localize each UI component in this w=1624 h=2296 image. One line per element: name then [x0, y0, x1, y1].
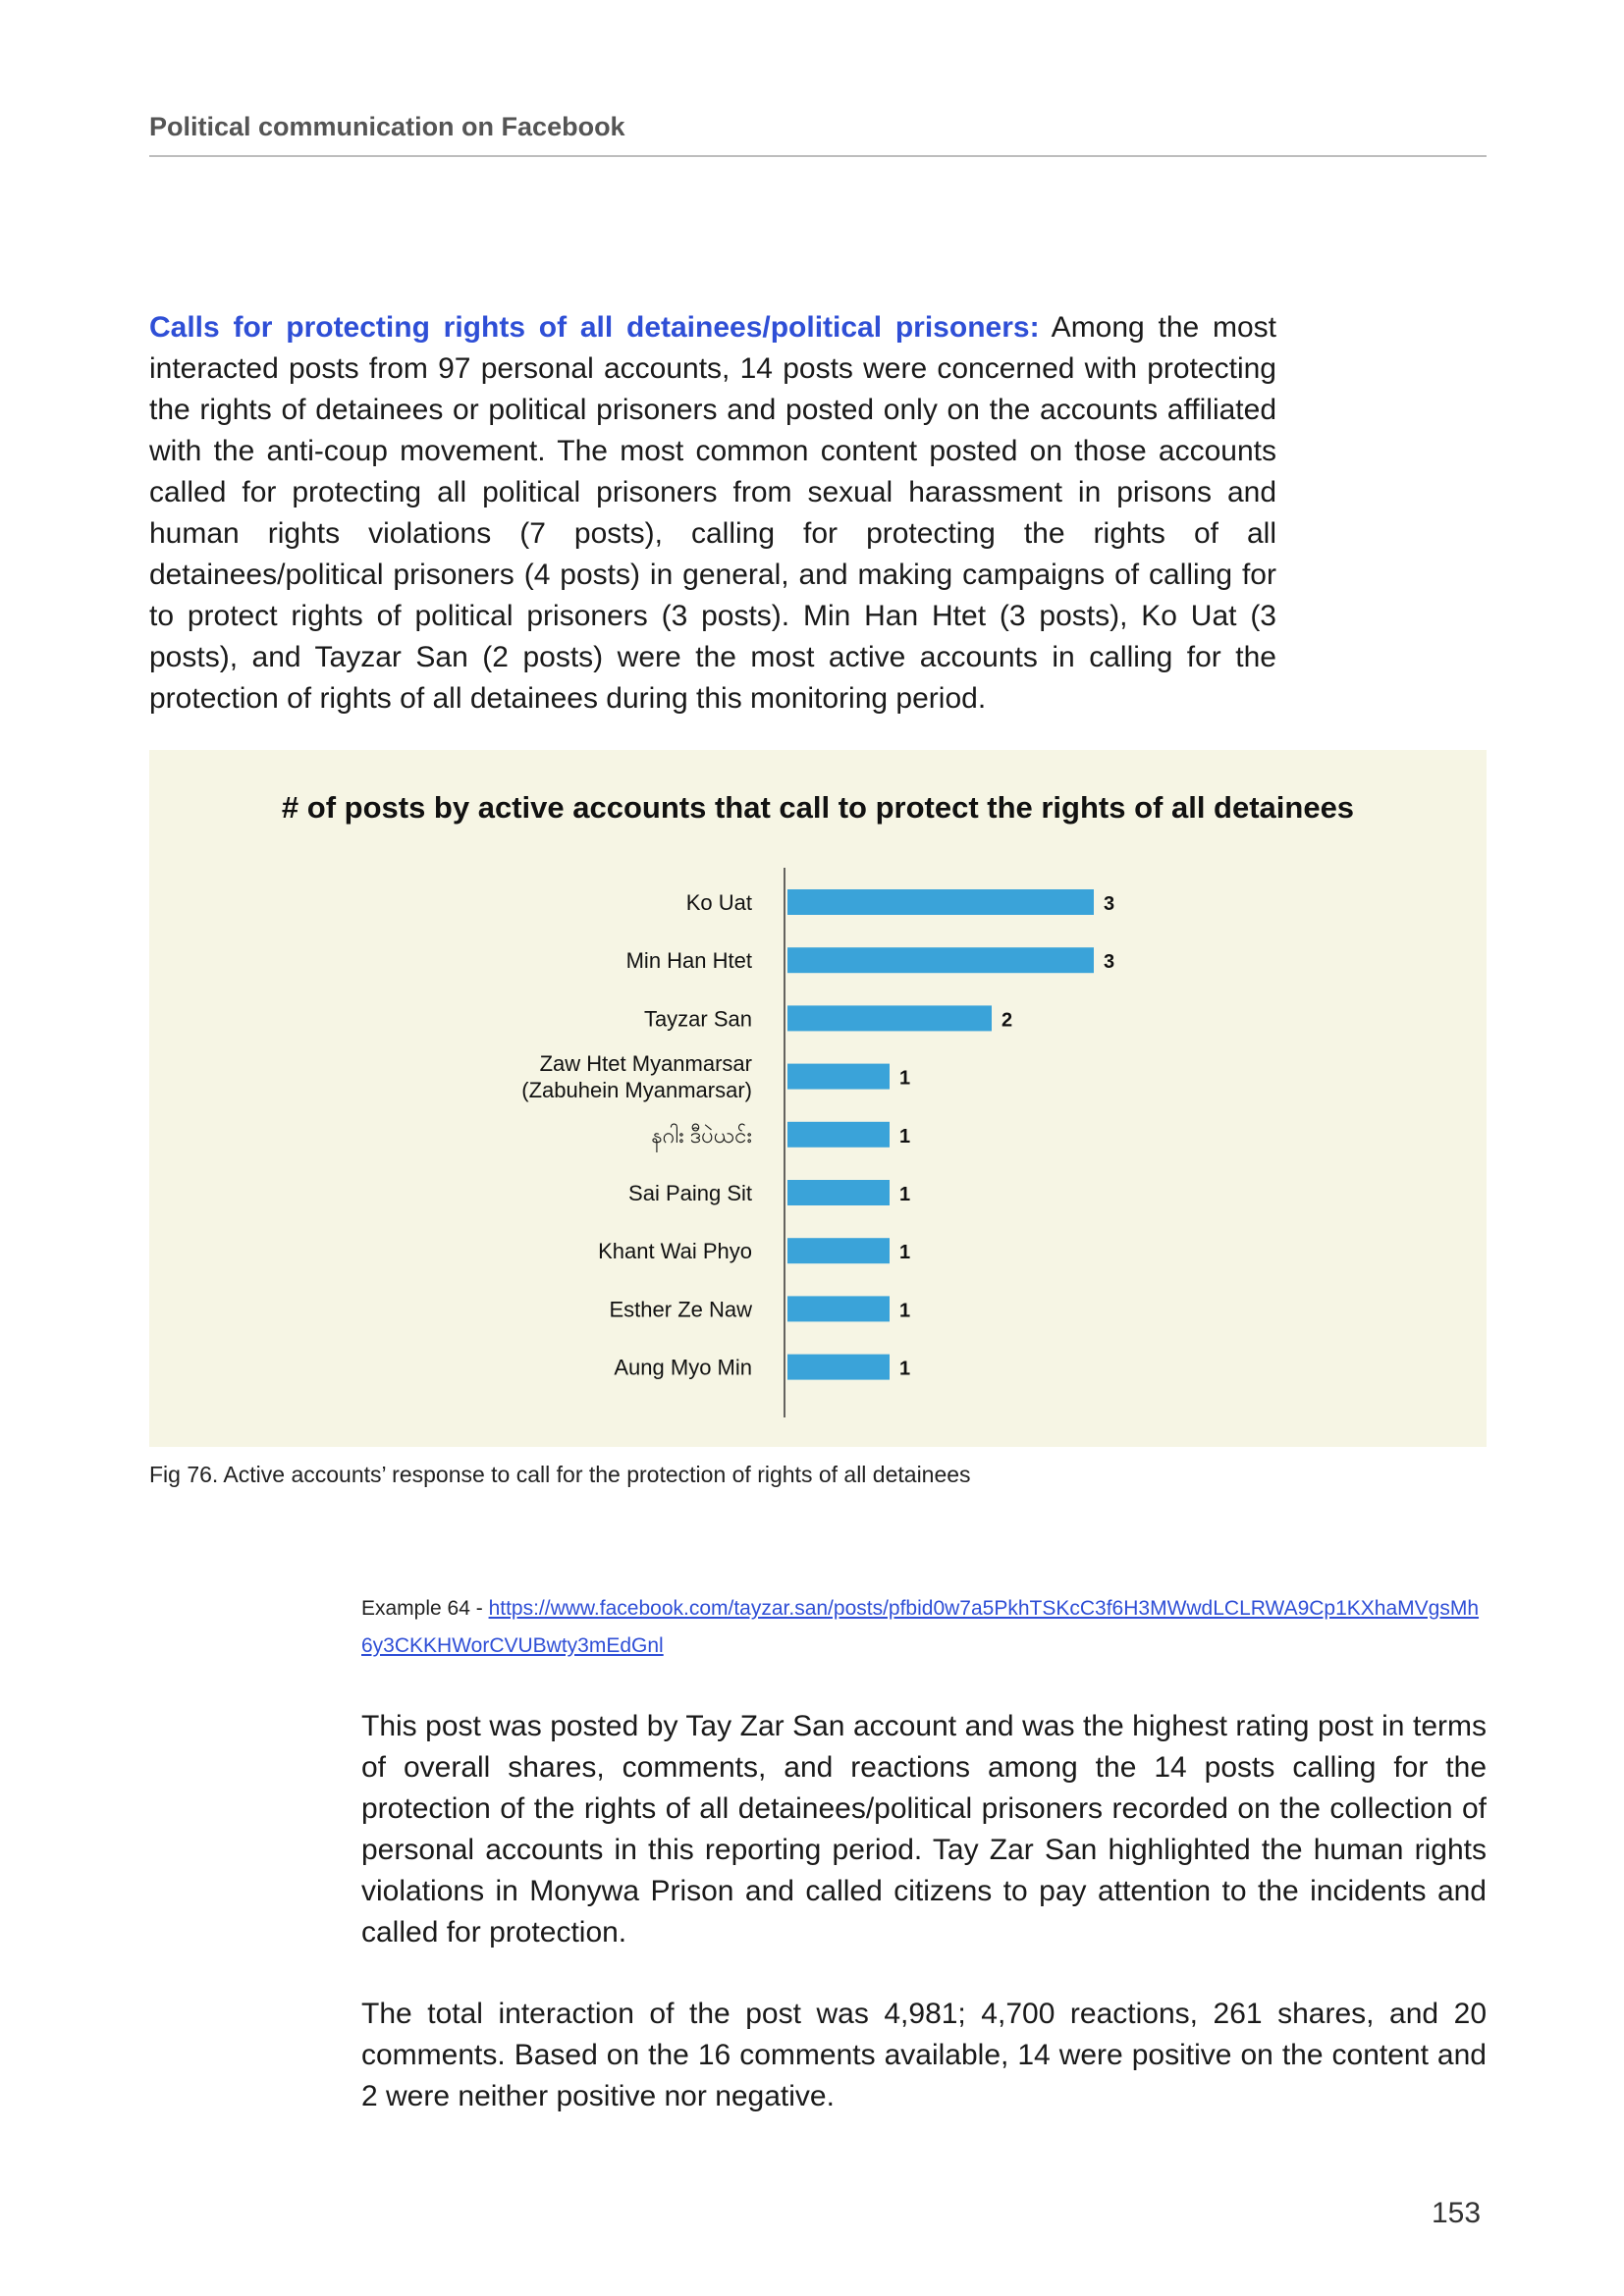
bar-value-label: 1	[899, 1125, 911, 1148]
bar-value-label: 1	[899, 1242, 911, 1264]
bar	[787, 1005, 992, 1031]
page-number: 153	[1432, 2197, 1482, 2229]
chart-panel	[149, 750, 1487, 1447]
header-divider	[149, 155, 1487, 157]
chart-title: # of posts by active accounts that call to protect the rights of all detainees	[281, 790, 1355, 825]
category-label: Esther Ze Naw	[609, 1297, 752, 1322]
interaction-summary-paragraph: The total interaction of the post was 4,981; 4,700 reactions, 261 shares, and 20 comments. Based on the 16 comments available, 14 were positive on the content and 2 were neither positive nor negative.	[361, 1998, 1487, 2112]
bar	[787, 1296, 890, 1321]
category-label: Sai Paing Sit	[628, 1181, 752, 1205]
bar-value-label: 3	[1104, 893, 1115, 915]
example-link[interactable]: https://www.facebook.com/tayzar.san/posts/pfbid0w7a5PkhTSKcC3f6H3MWwdLCLRWA9Cp1KXhaMVgsMh6y3CKKHWorCVUBwty3mEdGnl	[361, 1597, 1480, 1657]
intro-body: Among the most interacted posts from 97 personal accounts, 14 posts were concerned with protecting the rights of detainees or political prisoners and posted only on the accounts affiliated with the anti-coup movement. The most common content posted on those accounts called for protecting all political prisoners from sexual harassment in prisons and human rights violations (7 posts), calling for protecting the rights of all detainees/political prisoners (4 posts) in general, and making campaigns of calling for to protect rights of political prisoners (3 posts). Min Han Htet (3 posts), Ko Uat (3 posts), and Tayzar San (2 posts) were the most active accounts in calling for the protection of rights of all detainees during this monitoring period.	[149, 311, 1276, 715]
bar-value-label: 3	[1104, 951, 1115, 974]
bar-value-label: 1	[899, 1184, 911, 1205]
category-label: Ko Uat	[685, 890, 752, 915]
example-reference	[361, 1590, 1487, 1665]
example-label: Example 64 -	[361, 1597, 489, 1620]
figure-caption: Fig 76. Active accounts’ response to call for the protection of rights of all detainees	[149, 1462, 971, 1487]
category-label: Tayzar San	[643, 1006, 752, 1032]
intro-paragraph	[149, 307, 1276, 720]
bar	[787, 947, 1094, 973]
bar	[787, 889, 1094, 915]
bar	[787, 1064, 890, 1090]
bars-group	[521, 889, 1114, 1380]
bar-chart	[149, 750, 1487, 1447]
bar	[787, 1180, 890, 1205]
running-header: Political communication on Facebook	[149, 112, 625, 141]
bar-value-label: 1	[899, 1067, 911, 1090]
bar-value-label: 1	[899, 1300, 911, 1322]
category-label: Zaw Htet Myanmarsar	[539, 1051, 752, 1077]
section-lead: Calls for protecting rights of all detainees/political prisoners:	[149, 311, 1040, 344]
category-label: Khant Wai Phyo	[598, 1239, 752, 1264]
bar-value-label: 1	[899, 1358, 911, 1380]
bar	[787, 1122, 890, 1148]
bar-value-label: 2	[1001, 1009, 1013, 1032]
bar	[787, 1355, 890, 1380]
category-label: နဂါး ဒီပဲယင်း	[651, 1122, 752, 1148]
example-description-paragraph: This post was posted by Tay Zar San account and was the highest rating post in terms of overall shares, comments, and reactions among the 14 posts calling for the protection of the rights of all detainees/political prisoners recorded on the collection of personal accounts in this reporting period. Tay Zar San highlighted the human rights violations in Monywa Prison and called citizens to pay attention to the incidents and called for protection.	[361, 1710, 1487, 1949]
category-label: (Zabuhein Myanmarsar)	[521, 1078, 752, 1103]
category-label: Aung Myo Min	[614, 1355, 752, 1380]
bar	[787, 1238, 890, 1263]
category-label: Min Han Htet	[625, 948, 752, 974]
